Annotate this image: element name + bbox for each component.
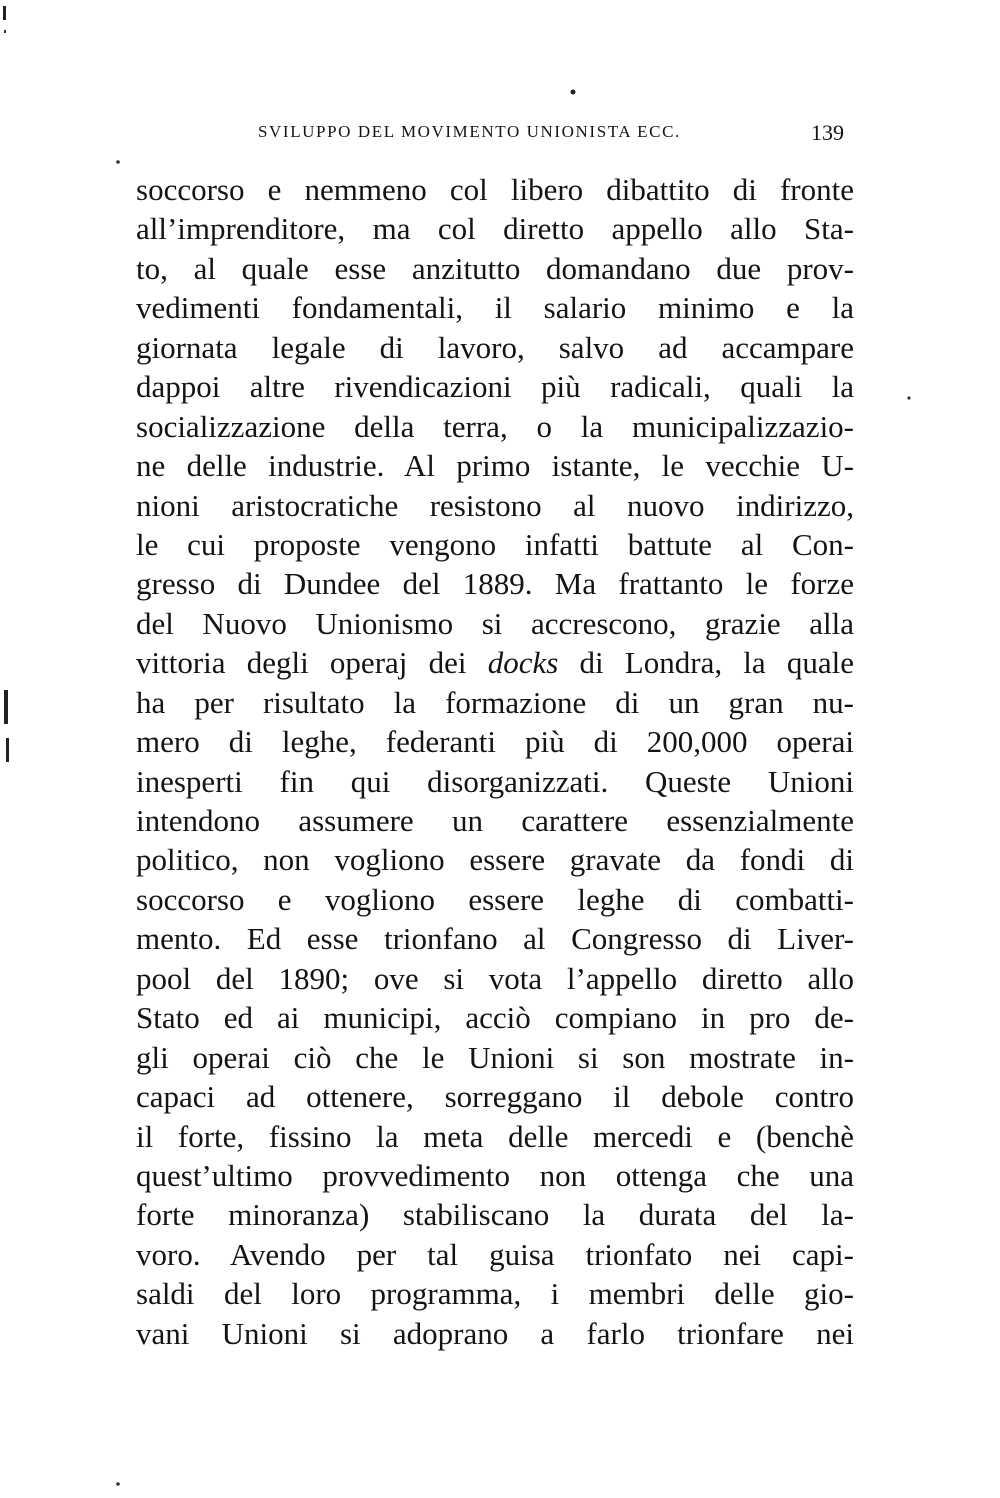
text-line: gli operai ciò che le Unioni si son mostrate in- bbox=[136, 1039, 854, 1075]
text-line: inesperti fin qui disorganizzati. Queste Unioni bbox=[136, 763, 854, 799]
scan-speck bbox=[116, 1482, 120, 1486]
text-line: dappoi altre rivendicazioni più radicali, quali la bbox=[136, 369, 854, 405]
text-line: forte minoranza) stabiliscano la durata del la- bbox=[136, 1197, 854, 1233]
scan-speck bbox=[4, 30, 6, 33]
text-line: intendono assumere un carattere essenzialmente bbox=[136, 803, 854, 838]
text-line: vittoria degli operaj dei docks di Londra, la quale bbox=[136, 645, 854, 681]
scan-speck bbox=[3, 6, 6, 20]
text-line: politico, non vogliono essere gravate da fondi di bbox=[136, 842, 854, 878]
text-line: quest’ultimo provvedimento non ottenga che una bbox=[136, 1157, 854, 1193]
page-number: 139 bbox=[811, 120, 844, 145]
scan-speck bbox=[907, 396, 910, 399]
text-line: pool del 1890; ove si vota l’appello diretto allo bbox=[136, 960, 854, 996]
running-head: SVILUPPO DEL MOVIMENTO UNIONISTA ECC. bbox=[258, 122, 681, 141]
text-line: to, al quale esse anzitutto domandano due prov- bbox=[136, 250, 854, 286]
text-line: gresso di Dundee del 1889. Ma frattanto le forze bbox=[136, 566, 854, 602]
text-line: vani Unioni si adoprano a farlo trionfare nei bbox=[136, 1315, 854, 1351]
scan-speck bbox=[4, 690, 8, 724]
italic-word: docks bbox=[487, 645, 559, 681]
text-line: mero di leghe, federanti più di 200,000 operai bbox=[136, 724, 854, 760]
text-line: capaci ad ottenere, sorreggano il debole contro bbox=[136, 1079, 854, 1115]
scan-speck bbox=[116, 160, 120, 164]
text-line: socializzazione della terra, o la municipalizzazio- bbox=[136, 408, 854, 444]
text-line: nioni aristocratiche resistono al nuovo indirizzo, bbox=[136, 487, 854, 523]
text-line: soccorso e nemmeno col libero dibattito di fronte bbox=[136, 172, 854, 207]
text-line: giornata legale di lavoro, salvo ad accampare bbox=[136, 329, 854, 365]
text-line: vedimenti fondamentali, il salario minimo e la bbox=[136, 290, 854, 326]
text-line: ne delle industrie. Al primo istante, le vecchie U- bbox=[136, 448, 854, 484]
text-line: soccorso e vogliono essere leghe di combatti- bbox=[136, 881, 854, 917]
body-text bbox=[136, 170, 854, 1353]
scan-speck bbox=[571, 90, 576, 95]
text-line: voro. Avendo per tal guisa trionfato nei capi- bbox=[136, 1236, 854, 1272]
text-line: ha per risultato la formazione di un gran nu- bbox=[136, 684, 854, 720]
text-line: mento. Ed esse trionfano al Congresso di Liver- bbox=[136, 921, 854, 957]
text-line: saldi del loro programma, i membri delle gio- bbox=[136, 1276, 854, 1312]
scan-speck bbox=[6, 738, 9, 762]
text-line: all’imprenditore, ma col diretto appello allo Sta- bbox=[136, 211, 854, 247]
text-line: del Nuovo Unionismo si accrescono, grazie alla bbox=[136, 605, 854, 641]
text-line: Stato ed ai municipi, acciò compiano in pro de- bbox=[136, 1000, 854, 1036]
text-line: le cui proposte vengono infatti battute al Con- bbox=[136, 526, 854, 562]
text-line: il forte, fissino la meta delle mercedi e (benchè bbox=[136, 1118, 854, 1154]
